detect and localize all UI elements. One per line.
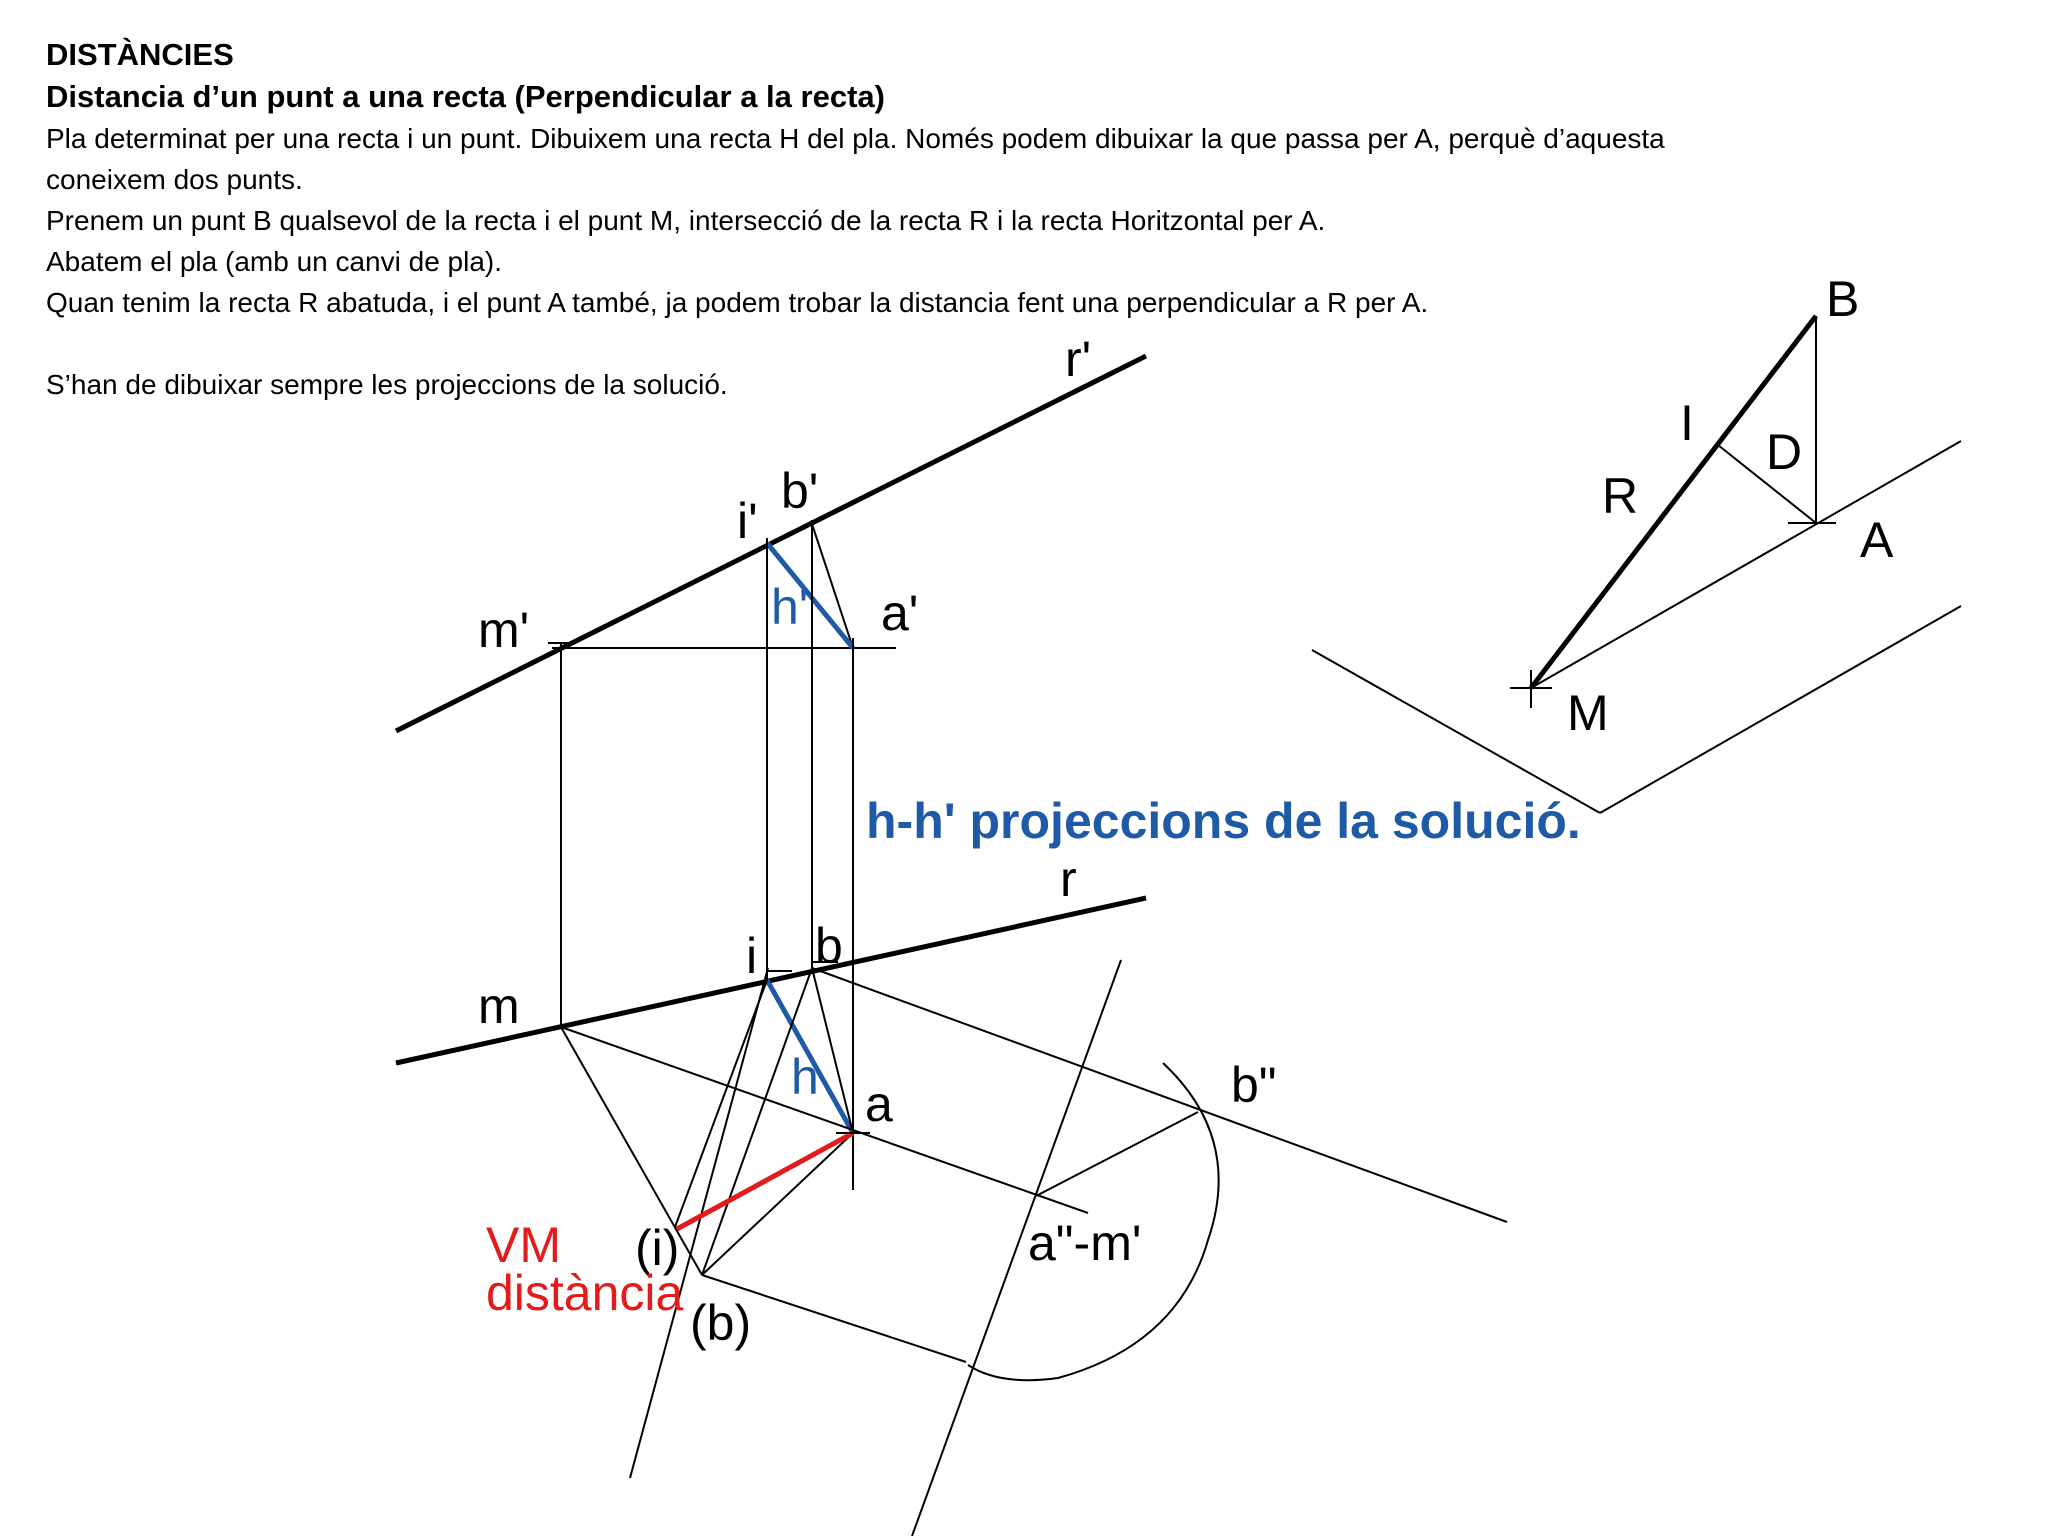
paragraph-line: Pla determinat per una recta i un punt. Dibuixem una recta H del pla. Només podem dibuixar la que passa per A, perquè d’aquesta xyxy=(46,123,1665,154)
label-i-rabatted: (i) xyxy=(635,1220,680,1276)
main-diagram xyxy=(396,331,1581,1536)
side-diagram xyxy=(1312,271,1961,813)
label-h: h xyxy=(791,1049,819,1105)
side-line-m-a xyxy=(1531,441,1961,688)
label-side-b: B xyxy=(1826,271,1860,327)
label-b: b xyxy=(815,918,843,974)
label-side-m: M xyxy=(1567,685,1609,741)
label-a-prime: a' xyxy=(881,585,919,641)
paragraph-line: Quan tenim la recta R abatuda, i el punt A també, ja podem trobar la distancia fent una perpendicular a R per A. xyxy=(46,287,1429,318)
paragraph-line: Prenem un punt B qualsevol de la recta i el punt M, intersecció de la recta R i la recta Horitzontal per A. xyxy=(46,205,1326,236)
label-side-r: R xyxy=(1602,468,1639,524)
vm-label: VM xyxy=(486,1217,561,1273)
label-b-prime: b' xyxy=(781,463,819,519)
label-m: m xyxy=(478,978,520,1034)
label-side-a: A xyxy=(1860,512,1894,568)
label-m-prime: m' xyxy=(478,602,530,658)
heading: DISTÀNCIES xyxy=(46,37,234,72)
label-a-double-m-prime: a"-m' xyxy=(1028,1215,1142,1271)
note-line: S’han de dibuixar sempre les projeccions de la solució. xyxy=(46,369,728,400)
paragraph-line: Abatem el pla (amb un canvi de pla). xyxy=(46,246,503,277)
label-i: i xyxy=(746,928,758,984)
line-m-rabatted-b xyxy=(561,1027,702,1275)
line-r-prime xyxy=(396,356,1146,731)
solution-caption: h-h' projeccions de la solució. xyxy=(866,793,1581,849)
distance-label: distància xyxy=(486,1265,684,1321)
label-r-prime: r' xyxy=(1065,331,1092,387)
subheading: Distancia d’un punt a una recta (Perpendicular a la recta) xyxy=(46,79,885,114)
label-a: a xyxy=(865,1076,893,1132)
line-b-rabatted-b xyxy=(702,968,812,1275)
label-b-rabatted: (b) xyxy=(690,1295,752,1351)
side-lower-right-edge xyxy=(1600,606,1961,813)
label-i-prime: i' xyxy=(737,493,758,549)
line-b-prime-a-prime xyxy=(812,524,853,648)
label-side-i: I xyxy=(1680,395,1694,451)
label-b-double: b" xyxy=(1231,1057,1277,1113)
paragraph-line: coneixem dos punts. xyxy=(46,164,303,195)
side-line-r xyxy=(1531,316,1816,688)
line-b-b-double xyxy=(812,968,1507,1222)
side-lower-left-edge xyxy=(1312,650,1600,813)
label-h-prime: h' xyxy=(771,579,809,635)
label-r: r xyxy=(1060,851,1077,907)
line-m-a-fold xyxy=(561,1027,1088,1213)
label-side-d: D xyxy=(1766,424,1803,480)
